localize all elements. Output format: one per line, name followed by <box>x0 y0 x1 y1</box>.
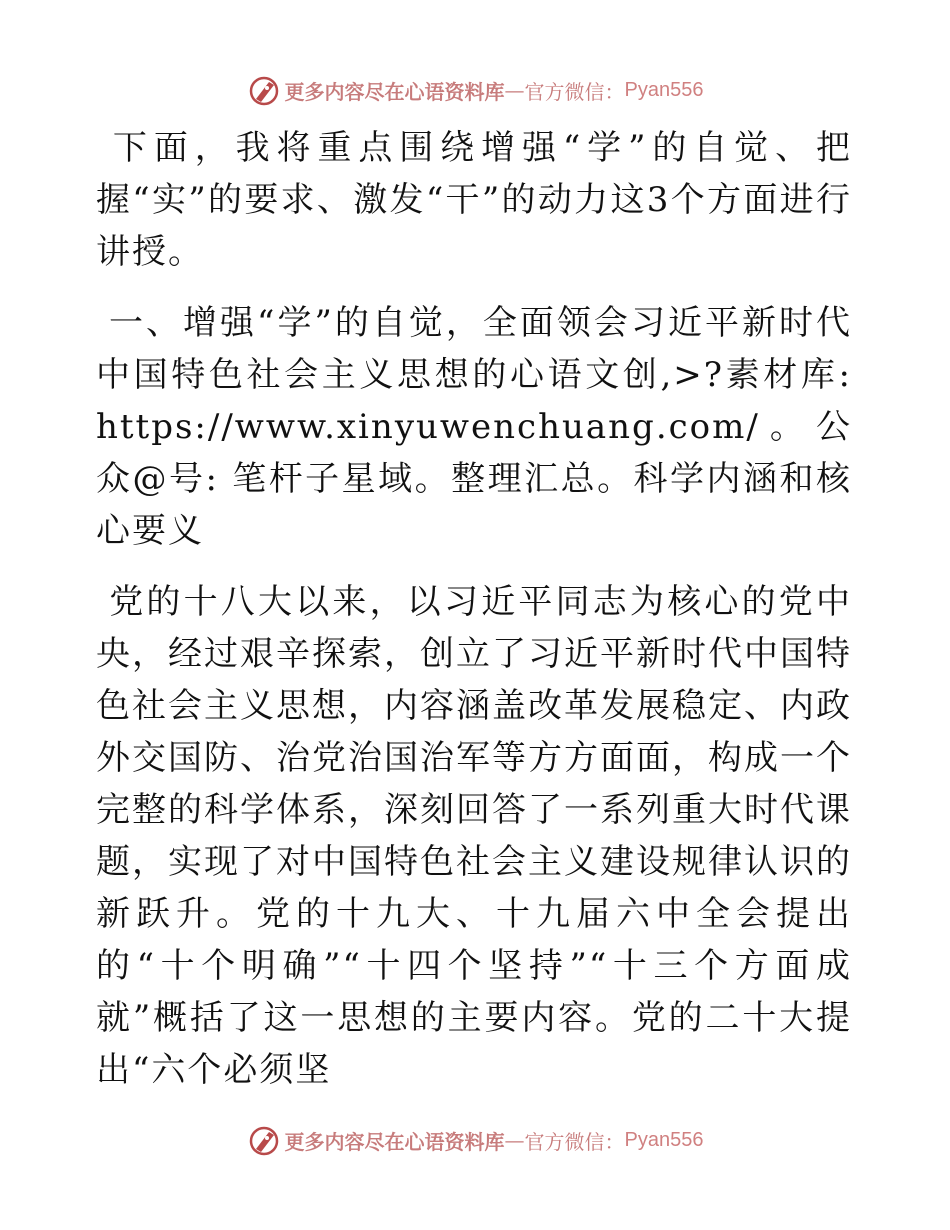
pen-nib-circle-icon <box>247 73 281 107</box>
watermark-wechat-id: Pyan556 <box>624 1128 704 1151</box>
watermark-dash: — <box>504 1128 525 1152</box>
paragraph-body-text: 党的十八大以来，以习近平同志为核心的党中央，经过艰辛探索，创立了习近平新时代中国特色社会主义思想，内容涵盖改革发展稳定、内政外交国防、治党治国治军等方方面面，构成一个完整的科学体系，深刻回答了一系列重大时代课题，实现了对中国特色社会主义建设规律认识的新跃升。党的十九大、十九届六中全会提出的“十个明确”“十四个坚持”“十三个方面成就”概括了这一思想的主要内容。党的二十大提出“六个必须坚 <box>96 582 852 1090</box>
watermark-dash: — <box>504 78 525 102</box>
header-watermark-content <box>247 73 704 107</box>
paragraph-section-heading <box>96 297 852 557</box>
paragraph-body <box>96 576 852 1096</box>
watermark-text: 更多内容尽在心语资料库 <box>284 79 505 104</box>
pen-nib-circle-icon <box>247 1123 281 1157</box>
paragraph-intro-text: 下面，我将重点围绕增强“学”的自觉、把握“实”的要求、激发“干”的动力这3个方面进行讲授。 <box>96 128 852 272</box>
document-body <box>96 122 852 1115</box>
watermark-text: 更多内容尽在心语资料库 <box>284 1129 505 1154</box>
header-watermark-banner <box>0 70 950 110</box>
paragraph-section-heading-text: 一、增强“学”的自觉，全面领会习近平新时代中国特色社会主义思想的心语文创,>?素材库: https://www.xinyuwenchuang.com/。公众@号: 笔杆子星域。整理汇总。科学内涵和核心要义 <box>96 303 852 551</box>
watermark-wechat-label: 官方微信： <box>524 79 625 104</box>
paragraph-intro <box>96 122 852 278</box>
footer-watermark-content <box>247 1123 704 1157</box>
watermark-wechat-id: Pyan556 <box>624 78 704 101</box>
watermark-wechat-label: 官方微信： <box>524 1129 625 1154</box>
footer-watermark-banner <box>0 1120 950 1160</box>
